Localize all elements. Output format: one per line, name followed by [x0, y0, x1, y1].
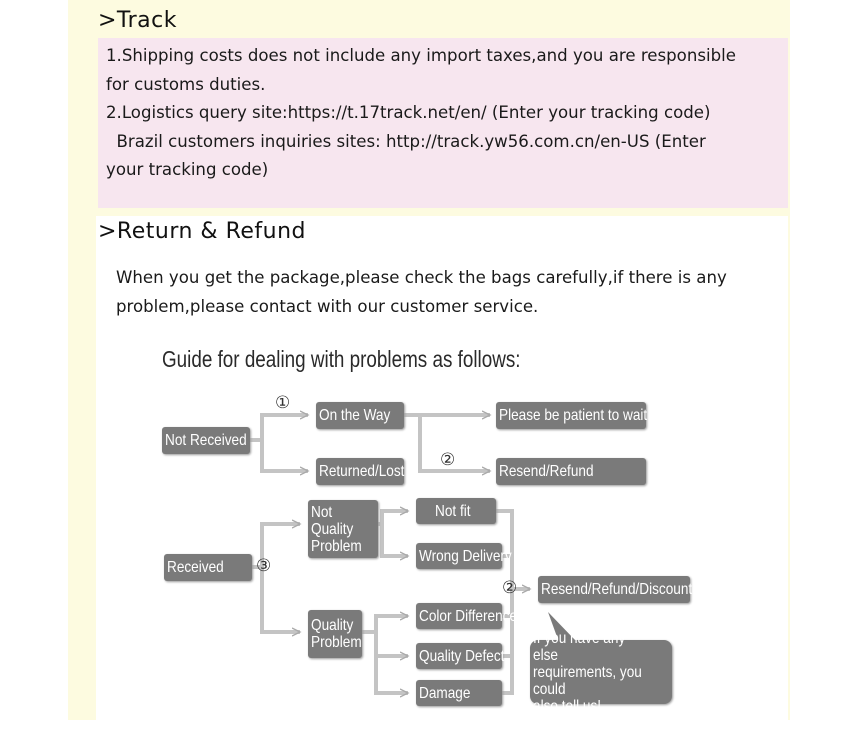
step-one-marker: ① [275, 393, 291, 413]
damage-box: Damage [416, 680, 502, 706]
color-difference-box: Color Difference [416, 603, 502, 629]
refund-line: When you get the package,please check the bags carefully,if there is any [116, 268, 727, 287]
not-quality-problem-box: Not Quality Problem [308, 500, 378, 558]
refund-heading: >Return & Refund [98, 219, 307, 244]
not-fit-box: Not fit [416, 498, 496, 524]
resend-refund-box: Resend/Refund [496, 458, 646, 485]
patient-box: Please be patient to wait [496, 402, 646, 429]
on-the-way-box: On the Way [316, 402, 404, 429]
track-line: 2.Logistics query site:https://t.17track.net/en/ (Enter your tracking code) [106, 103, 711, 122]
track-line: for customs duties. [106, 74, 266, 94]
step-two-marker: ② [502, 578, 518, 598]
refund-line: problem,please contact with our customer service. [116, 296, 539, 316]
track-heading: >Track [98, 8, 178, 33]
resend-refund-discount-box: Resend/Refund/Discount [538, 576, 690, 603]
returned-lost-box: Returned/Lost [316, 458, 404, 485]
received-box: Received [164, 554, 252, 581]
guide-title: Guide for dealing with problems as follows: [162, 346, 521, 372]
quality-defect-box: Quality Defect [416, 643, 502, 669]
speech-bubble: If you have any else requirements, you could also tell us! [530, 640, 672, 704]
track-line: your tracking code) [106, 160, 269, 179]
track-line: Brazil customers inquiries sites: http://track.yw56.com.cn/en-US (Enter [106, 131, 706, 151]
step-three-marker: ③ [256, 556, 272, 576]
quality-problem-box: Quality Problem [308, 610, 362, 658]
not-received-box: Not Received [162, 427, 250, 454]
track-line: 1.Shipping costs does not include any import taxes,and you are responsible [106, 46, 736, 65]
step-two-marker: ② [440, 450, 456, 470]
wrong-delivery-box: Wrong Delivery [416, 543, 502, 569]
